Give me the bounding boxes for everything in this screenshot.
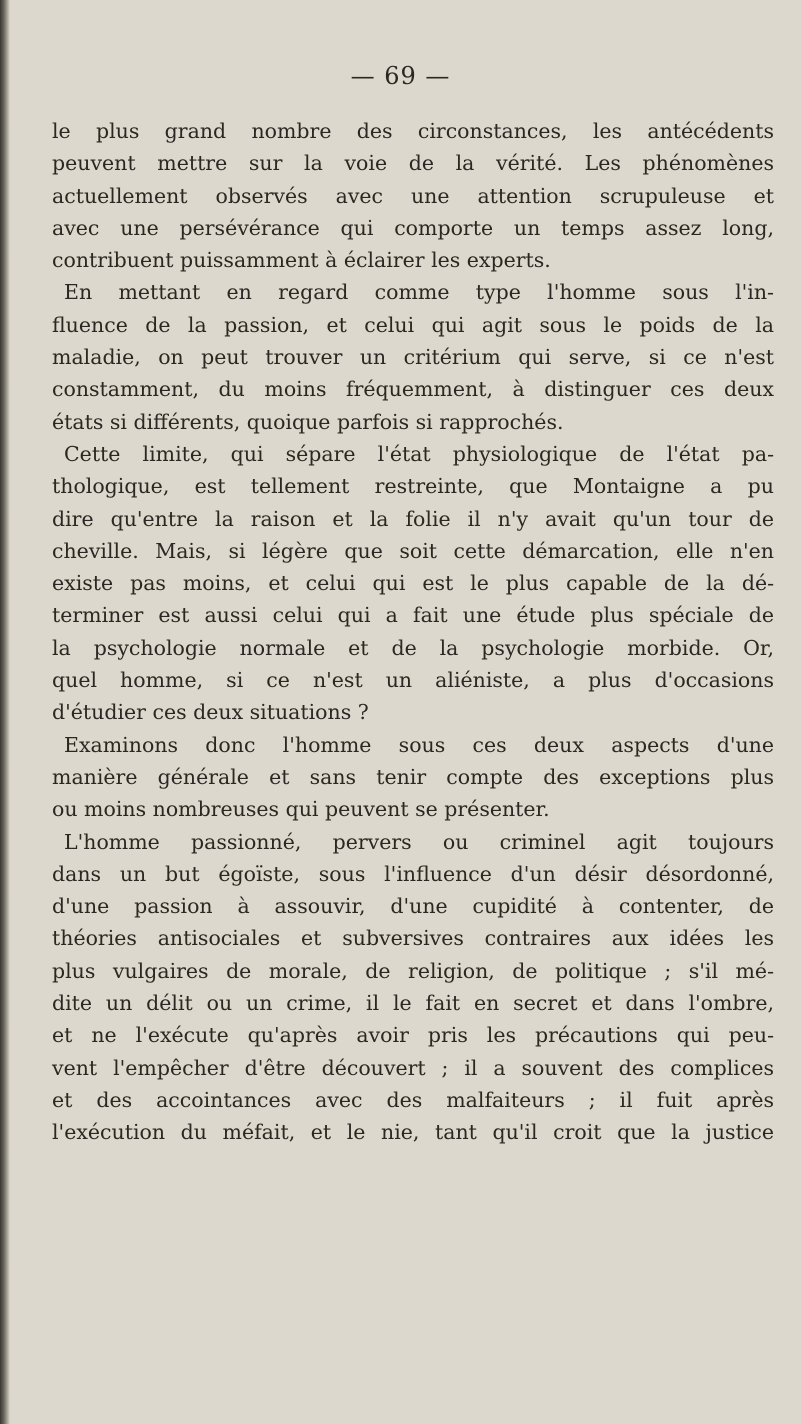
text-line: peuvent mettre sur la voie de la vérité. Les phénomènes xyxy=(52,151,774,176)
text-line: vent l'empêcher d'être découvert ; il a souvent des complices xyxy=(52,1055,774,1080)
text-line: quel homme, si ce n'est un aliéniste, a plus d'occasions xyxy=(52,668,774,693)
text-line: le plus grand nombre des circonstances, les antécédents xyxy=(52,119,774,143)
text-line: fluence de la passion, et celui qui agit sous le poids de la xyxy=(52,312,774,337)
text-line: l'exécution du méfait, et le nie, tant qu'il croit que la justice xyxy=(52,1120,774,1145)
text-line: existe pas moins, et celui qui est le plus capable de la dé- xyxy=(52,571,774,596)
text-line: En mettant en regard comme type l'homme sous l'in- xyxy=(64,280,774,305)
text-line: Cette limite, qui sépare l'état physiologique de l'état pa- xyxy=(64,441,774,466)
text-line: théories antisociales et subversives contraires aux idées les xyxy=(52,926,774,951)
text-line: maladie, on peut trouver un critérium qui serve, si ce n'est xyxy=(52,345,774,370)
text-line: d'étudier ces deux situations ? xyxy=(52,700,369,725)
text-line: cheville. Mais, si légère que soit cette démarcation, elle n'en xyxy=(52,538,774,563)
text-line: dire qu'entre la raison et la folie il n'y avait qu'un tour de xyxy=(52,506,774,531)
text-line: plus vulgaires de morale, de religion, de politique ; s'il mé- xyxy=(52,958,774,983)
text-line: L'homme passionné, pervers ou criminel agit toujours xyxy=(64,829,774,854)
text-line: et des accointances avec des malfaiteurs ; il fuit après xyxy=(52,1087,774,1112)
text-line: ou moins nombreuses qui peuvent se présenter. xyxy=(52,797,550,822)
text-line: contribuent puissamment à éclairer les experts. xyxy=(52,248,551,273)
text-line: dite un délit ou un crime, il le fait en secret et dans l'ombre, xyxy=(52,991,774,1016)
text-line: thologique, est tellement restreinte, que Montaigne a pu xyxy=(52,474,774,499)
text-line: avec une persévérance qui comporte un temps assez long, xyxy=(52,215,774,240)
text-line: états si différents, quoique parfois si rapprochés. xyxy=(52,409,564,434)
text-line: dans un but égoïste, sous l'influence d'un désir désordonné, xyxy=(52,861,774,886)
text-line: manière générale et sans tenir compte des exceptions plus xyxy=(52,764,774,789)
page-text-body xyxy=(52,115,774,1149)
page-number: — 69 — xyxy=(350,62,451,90)
text-line: d'une passion à assouvir, d'une cupidité à contenter, de xyxy=(52,894,774,919)
text-line: constamment, du moins fréquemment, à distinguer ces deux xyxy=(52,377,774,402)
text-line: la psychologie normale et de la psychologie morbide. Or, xyxy=(52,635,774,660)
text-line: terminer est aussi celui qui a fait une étude plus spéciale de xyxy=(52,603,774,628)
text-line: et ne l'exécute qu'après avoir pris les précautions qui peu- xyxy=(52,1023,774,1048)
text-line: actuellement observés avec une attention scrupuleuse et xyxy=(52,183,774,208)
text-line: Examinons donc l'homme sous ces deux aspects d'une xyxy=(64,732,774,757)
